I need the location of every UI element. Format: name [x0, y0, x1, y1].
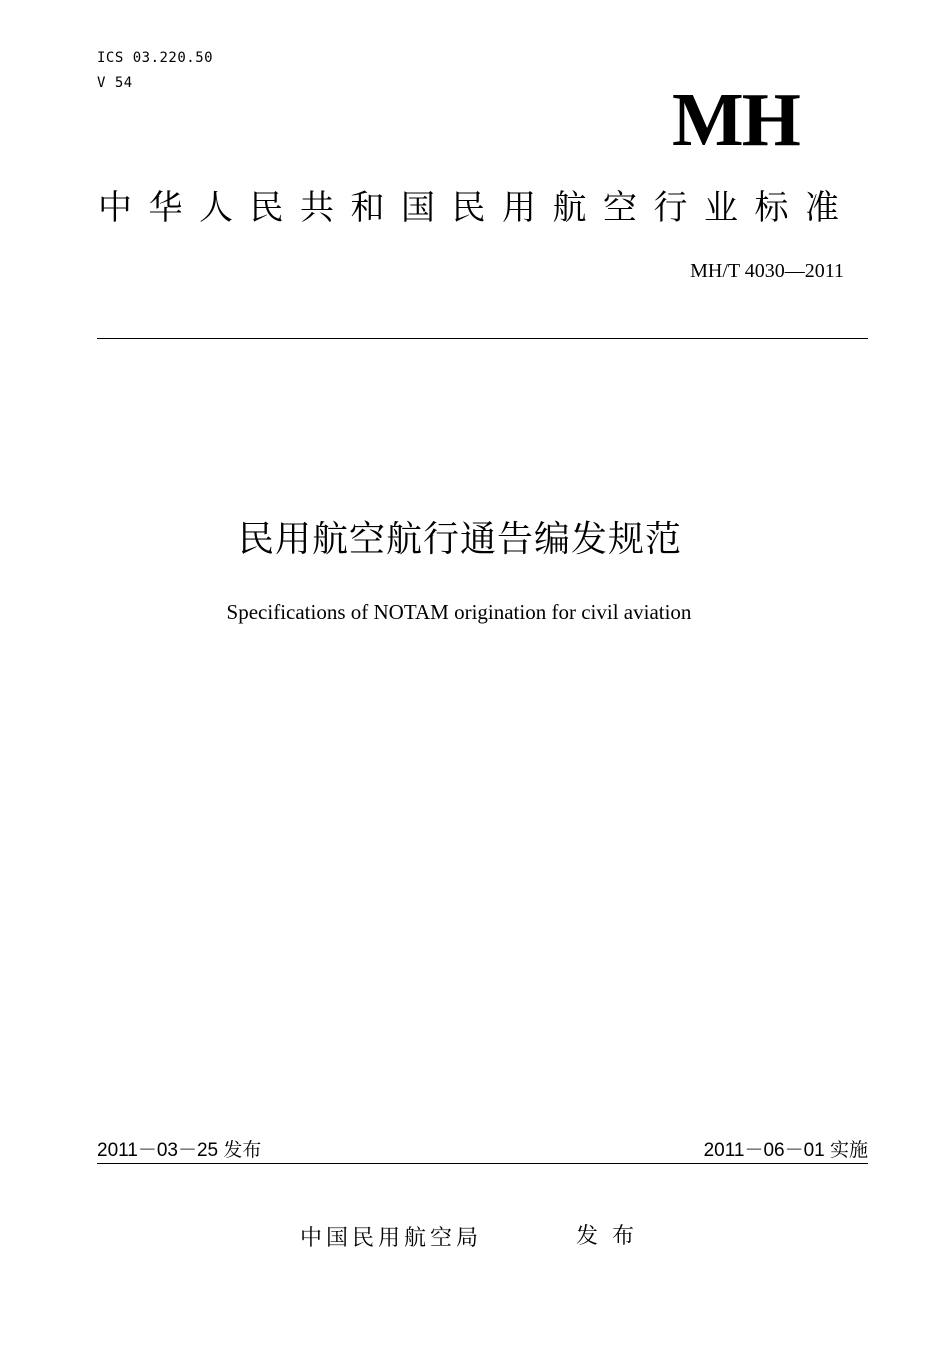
standard-category: 中华人民共和国民用航空行业标准 — [98, 188, 856, 228]
bottom-divider — [97, 1163, 868, 1164]
standard-number: MH/T 4030—2011 — [690, 260, 844, 282]
issue-date: 2011－03－25 发布 — [97, 1140, 262, 1161]
document-title-english: Specifications of NOTAM origination for civil aviation — [226, 600, 692, 624]
top-divider — [97, 338, 868, 339]
document-title-chinese: 民用航空航行通告编发规范 — [237, 519, 682, 560]
mh-logo: MH — [672, 78, 799, 162]
issued-label: 发布 — [576, 1224, 649, 1249]
issuing-authority: 中国民用航空局 — [300, 1226, 483, 1251]
ics-code: ICS 03.220.50 — [97, 50, 214, 66]
ccs-code: V 54 — [97, 75, 133, 91]
implementation-date: 2011－06－01 实施 — [703, 1140, 868, 1161]
